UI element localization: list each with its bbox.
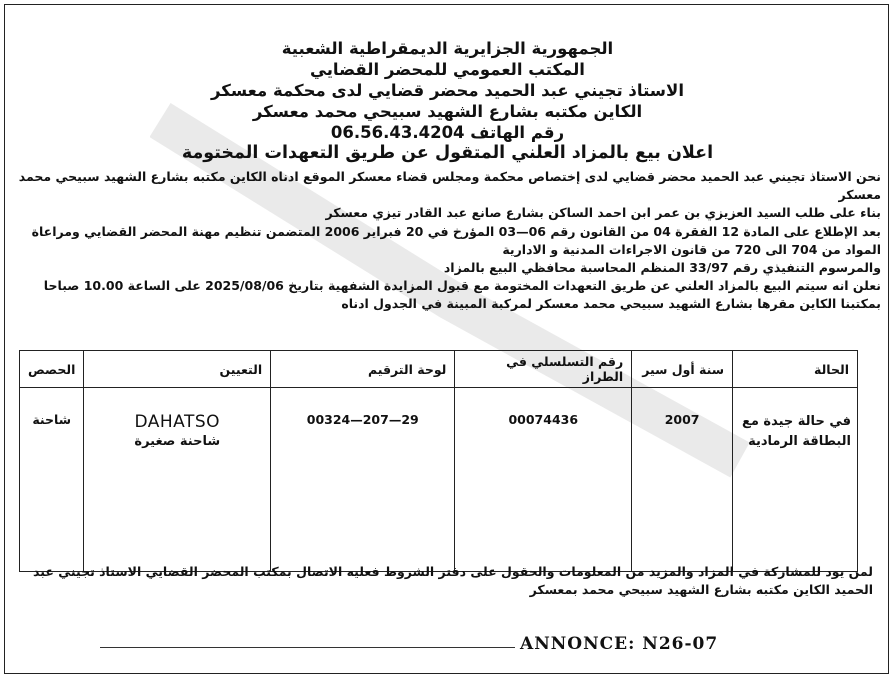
cell-state: في حالة جيدة مع البطاقة الرمادية <box>733 388 858 572</box>
vehicle-table <box>19 350 858 572</box>
cell-plate: 00324—207—29 <box>271 388 455 572</box>
office-line: المكتب العمومي للمحضر القضايي <box>310 60 585 79</box>
bailiff-line: الاستاذ تجيني عبد الحميد محضر قضايي لدى محكمة معسكر <box>211 81 684 100</box>
cell-lot: شاحنة <box>20 388 84 572</box>
announcement-title: اعلان بيع بالمزاد العلني المتقول عن طريق التعهدات المختومة <box>181 143 714 163</box>
header-year: سنة أول سير <box>632 351 733 388</box>
cell-designation <box>84 388 271 572</box>
table-header-row <box>20 351 858 388</box>
table-row <box>20 388 858 572</box>
contact-paragraph: لمن يود للمشاركة في المزاد والمزيد من المعلومات والحقول على دفتر الشروط فعليه الاتصال بمكتب المحضر القضايي الاستاذ تجيني عبد الحميد الكاين مكتبه بشارع الشهيد سبيحي محمد بمعسكر <box>33 564 873 598</box>
body-paragraph: نحن الاستاذ تجيني عبد الحميد محضر قضايي لدى إختصاص محكمة ومجلس قضاء معسكر الموقع ادناه الكاين مكتبه بشارع الشهيد سبيحي محمد معسكر <box>18 169 881 203</box>
body-paragraph: بناء على طلب السيد العزيزي بن عمر ابن احمد الساكن بشارع صانع عبد القادر تيزي معسكر <box>325 205 881 221</box>
republic-line: الجمهورية الجزايرية الديمقراطية الشعبية <box>281 39 614 58</box>
contact-note <box>12 563 873 599</box>
header-serial: رقم التسلسلي في الطراز <box>455 351 632 388</box>
header-plate: لوحة الترقيم <box>271 351 455 388</box>
announcement-body <box>12 168 881 314</box>
header-lot: الحصص <box>20 351 84 388</box>
cell-year: 2007 <box>632 388 733 572</box>
phone-number: 06.56.43.4204 <box>330 123 465 142</box>
header-state: الحالة <box>733 351 858 388</box>
address-line: الكاين مكتبه بشارع الشهيد سبيحي محمد معسكر <box>252 102 643 121</box>
annonce-number: ANNONCE: N26-07 <box>520 634 719 654</box>
vehicle-model: DAHATSO <box>134 412 221 432</box>
body-paragraph: والمرسوم التنفيذي رقم 33/97 المنظم المحاسبة محافظي البيع بالمزاد <box>443 260 881 276</box>
cell-serial: 00074436 <box>455 388 632 572</box>
annonce-rule <box>100 647 515 648</box>
vehicle-type: شاحنة صغيرة <box>134 434 221 449</box>
document-header <box>0 38 895 164</box>
header-designation: التعيين <box>84 351 271 388</box>
phone-line <box>0 122 895 143</box>
body-paragraph: بعد الإطلاع على المادة 12 الفقرة 04 من القانون رقم 06—03 المؤرخ في 20 فبراير 2006 المتضمن تنظيم مهنة المحضر القضايي ومراعاة المواد من 704 الى 720 من قانون الاجراءات المدنية و الادارية <box>31 223 881 257</box>
phone-label: رقم الهاتف <box>470 123 565 142</box>
body-paragraph: نعلن انه سيتم البيع بالمزاد العلني عن طريق التعهدات المختومة مع قبول المزايدة الشفهية بتاريخ 2025/08/06 على الساعة 10.00 صباحا بمكتبنا الكاين مقرها بشارع الشهيد سبيحي محمد معسكر لمركبة المبينة في الجدول ادناه <box>43 278 881 312</box>
